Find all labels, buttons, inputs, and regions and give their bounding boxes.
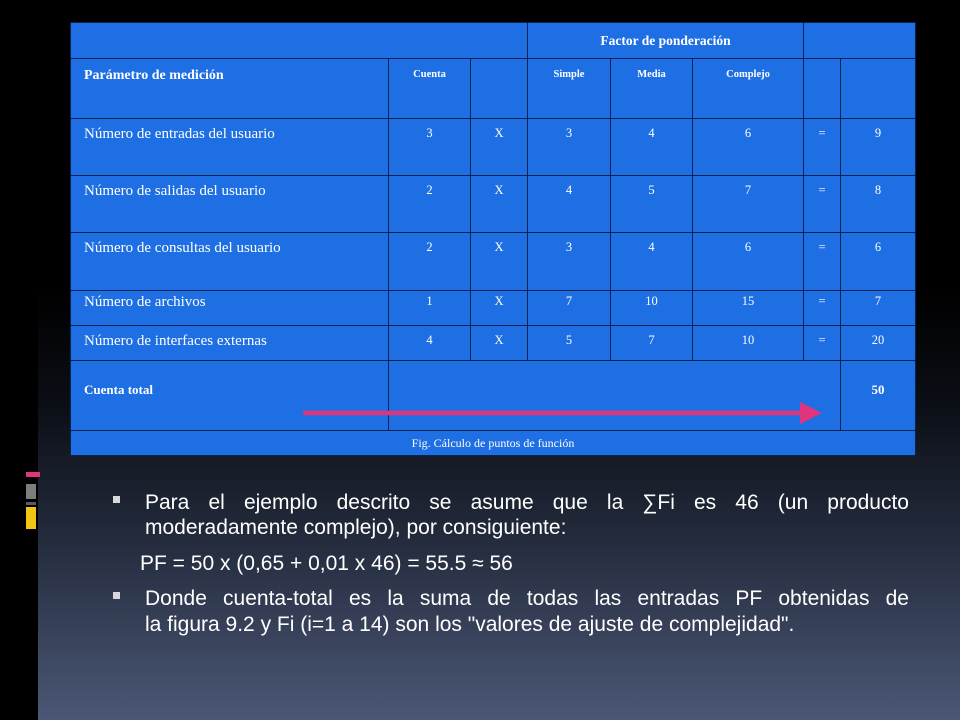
equals-cell: =	[804, 119, 841, 176]
simple-column-header: Simple	[528, 59, 611, 119]
result-cell: 7	[841, 291, 916, 326]
table-row	[71, 326, 916, 361]
medium-column-header: Media	[611, 59, 693, 119]
function-points-formula: PF = 50 x (0,65 + 0,01 x 46) = 55.5 ≈ 56	[140, 552, 513, 575]
result-cell: 8	[841, 176, 916, 233]
total-value: 50	[841, 361, 916, 431]
row-parameter: Número de entradas del usuario	[71, 119, 389, 176]
complex-cell: 15	[693, 291, 804, 326]
times-cell: X	[471, 233, 528, 291]
equals-cell: =	[804, 326, 841, 361]
decor-accent-gray	[26, 484, 36, 499]
row-parameter: Número de interfaces externas	[71, 326, 389, 361]
parameter-column-header: Parámetro de medición	[71, 59, 389, 119]
total-label: Cuenta total	[71, 361, 389, 431]
result-cell: 20	[841, 326, 916, 361]
times-cell: X	[471, 291, 528, 326]
times-cell: X	[471, 119, 528, 176]
table-row	[71, 291, 916, 326]
row-parameter: Número de salidas del usuario	[71, 176, 389, 233]
simple-cell: 3	[528, 233, 611, 291]
empty-cell	[804, 59, 841, 119]
result-cell: 6	[841, 233, 916, 291]
decor-accent-pink	[26, 472, 40, 477]
table-header-row	[71, 59, 916, 119]
empty-cell	[471, 59, 528, 119]
result-cell: 9	[841, 119, 916, 176]
complex-cell: 10	[693, 326, 804, 361]
caption-row	[71, 431, 916, 456]
decor-accent-yellow	[26, 507, 36, 529]
table-group-header-row	[71, 23, 916, 59]
bullet-2-line-2: la figura 9.2 y Fi (i=1 a 14) son los "valores de ajuste de complejidad".	[145, 613, 795, 636]
empty-cell	[841, 59, 916, 119]
bullet-1-line-1: Para el ejemplo descrito se asume que la ∑Fi es 46 (un producto	[145, 491, 909, 514]
weighting-factor-header: Factor de ponderación	[528, 23, 804, 59]
empty-cell	[804, 23, 916, 59]
count-cell: 2	[389, 176, 471, 233]
empty-cell	[71, 23, 528, 59]
count-column-header: Cuenta	[389, 59, 471, 119]
function-points-table	[70, 22, 916, 456]
table-row	[71, 233, 916, 291]
medium-cell: 10	[611, 291, 693, 326]
total-arrow	[300, 400, 830, 430]
medium-cell: 4	[611, 233, 693, 291]
times-cell: X	[471, 326, 528, 361]
equals-cell: =	[804, 233, 841, 291]
table-row	[71, 176, 916, 233]
row-parameter: Número de archivos	[71, 291, 389, 326]
simple-cell: 5	[528, 326, 611, 361]
bullet-marker	[113, 496, 120, 503]
count-cell: 4	[389, 326, 471, 361]
table-row	[71, 119, 916, 176]
equals-cell: =	[804, 291, 841, 326]
simple-cell: 4	[528, 176, 611, 233]
bullet-2-line-1: Donde cuenta-total es la suma de todas las entradas PF obtenidas de	[145, 587, 909, 610]
times-cell: X	[471, 176, 528, 233]
medium-cell: 4	[611, 119, 693, 176]
bullet-marker	[113, 592, 120, 599]
left-strip	[0, 0, 38, 720]
total-arrow-head	[800, 402, 822, 424]
complex-column-header: Complejo	[693, 59, 804, 119]
count-cell: 1	[389, 291, 471, 326]
medium-cell: 7	[611, 326, 693, 361]
decor-accent-gray-small	[26, 502, 36, 505]
complex-cell: 7	[693, 176, 804, 233]
complex-cell: 6	[693, 233, 804, 291]
simple-cell: 3	[528, 119, 611, 176]
simple-cell: 7	[528, 291, 611, 326]
equals-cell: =	[804, 176, 841, 233]
bullet-1-line-2: moderadamente complejo), por consiguiente:	[145, 516, 567, 539]
count-cell: 3	[389, 119, 471, 176]
row-parameter: Número de consultas del usuario	[71, 233, 389, 291]
figure-caption: Fig. Cálculo de puntos de función	[71, 431, 916, 456]
complex-cell: 6	[693, 119, 804, 176]
count-cell: 2	[389, 233, 471, 291]
medium-cell: 5	[611, 176, 693, 233]
